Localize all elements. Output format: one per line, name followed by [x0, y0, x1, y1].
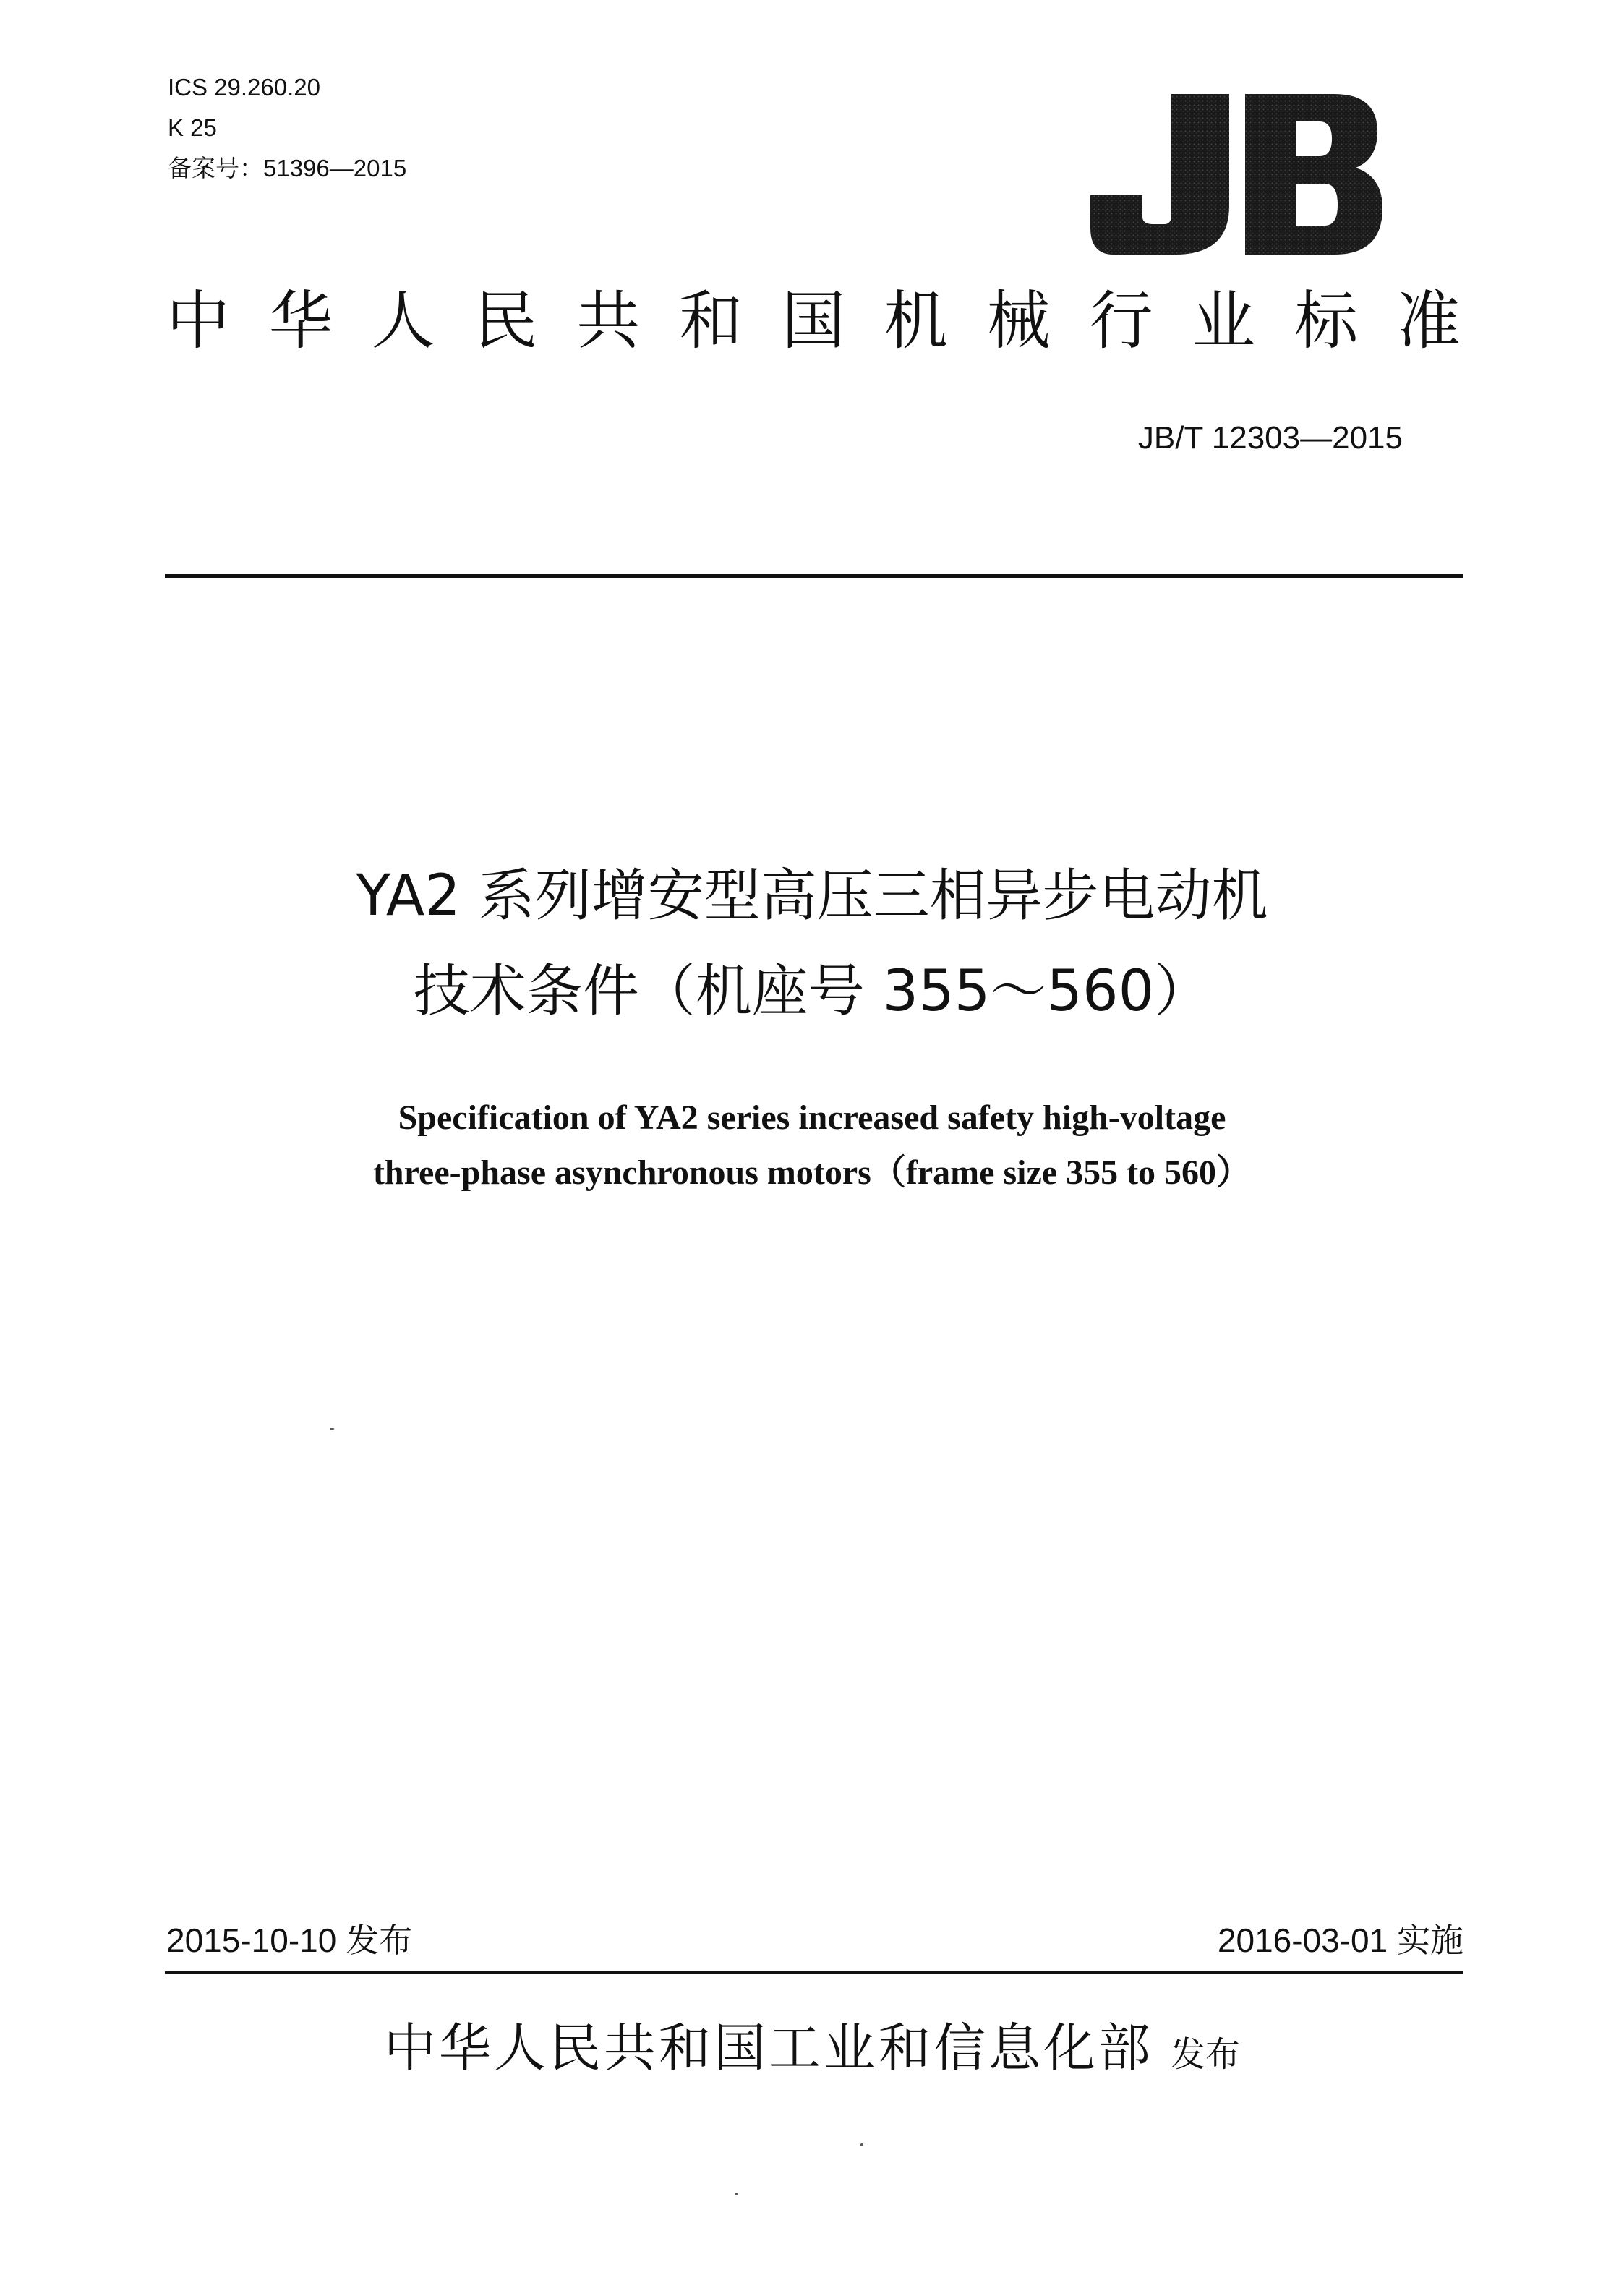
header-char: 国 — [781, 283, 845, 358]
ccs-code: K 25 — [168, 114, 217, 141]
header-char: 行 — [1089, 283, 1153, 358]
title-chinese-line-2: 技术条件（机座号 355～560） — [413, 959, 1211, 1024]
header-char: 和 — [679, 283, 743, 358]
standard-number: JB/T 12303—2015 — [1137, 420, 1403, 456]
header-char: 人 — [371, 283, 435, 358]
scan-speck — [330, 1428, 334, 1430]
issuer-suffix: 发布 — [1171, 2034, 1241, 2075]
scan-speck — [735, 2193, 738, 2195]
registration-number: 备案号：51396—2015 — [168, 155, 407, 182]
title-chinese-line-1: YA2 系列增安型高压三相异步电动机 — [356, 863, 1268, 929]
standard-category-title — [166, 283, 1461, 358]
header-divider — [165, 574, 1463, 578]
header-char: 业 — [1192, 283, 1256, 358]
implementation-date: 2016-03-01 实施 — [1217, 1921, 1463, 1959]
issue-date: 2015-10-10 发布 — [166, 1921, 413, 1959]
scan-speck — [860, 2143, 863, 2146]
ics-code: ICS 29.260.20 — [168, 74, 320, 101]
footer-divider — [165, 1971, 1463, 1974]
header-char: 机 — [884, 283, 948, 358]
jb-logo — [1085, 87, 1388, 260]
header-char: 中 — [166, 283, 231, 358]
header-char: 共 — [576, 283, 641, 358]
issuer — [0, 2018, 1624, 2078]
header-char: 华 — [268, 283, 333, 358]
issuer-name: 中华人民共和国工业和信息化部 — [383, 2018, 1153, 2078]
header-char: 准 — [1396, 283, 1461, 358]
header-char: 民 — [474, 283, 538, 358]
title-english-line-2: three-phase asynchronous motors（frame size 355 to 560） — [372, 1153, 1252, 1192]
header-char: 械 — [986, 283, 1051, 358]
header-char: 标 — [1294, 283, 1359, 358]
title-english-line-1: Specification of YA2 series increased safety high-voltage — [398, 1098, 1226, 1137]
